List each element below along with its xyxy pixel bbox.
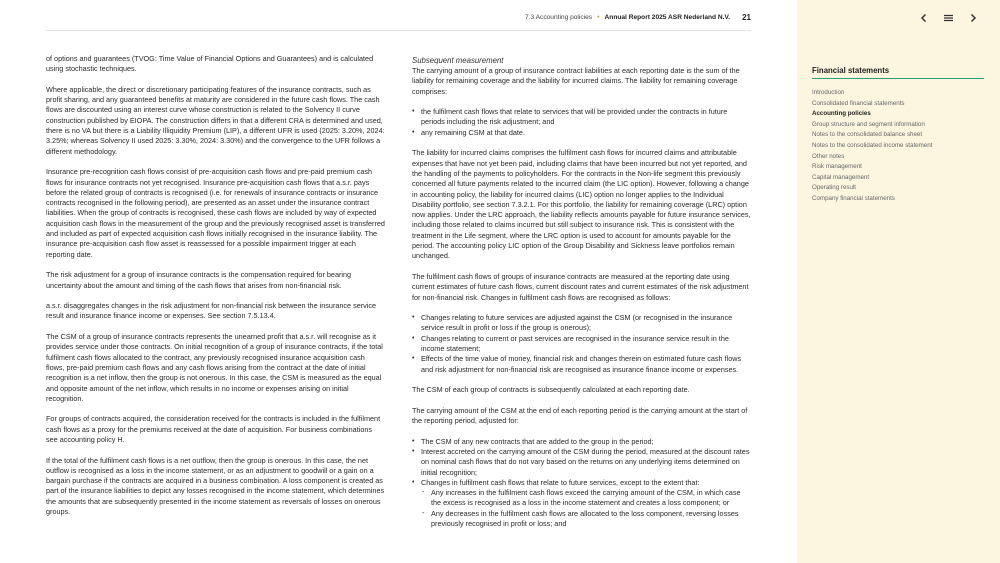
paragraph: Insurance pre-recognition cash flows consist of pre-acquisition cash flows and pre-paid premium cash flows for insurance contracts not yet recognised. Insurance pre-acquisition cash flows that a.s.r. pays before the related group of contracts is recognised (i.e. for renewals of insurance contracts or insurance contracts recognised in the following period), are presented as an asset under the insurance contract liabilities. When the group of contracts is recognised, these cash flows are included by way of expected acquisition cash flows in the measurement of the group and the previously recognised asset is transferred and included as part of expected acquisition cash flows initially recognised in the insurance liability. The insurance pre-acquisition cash flow asset is reassessed for a possible impairment trigger at each reporting date.	[46, 167, 385, 259]
list-item	[412, 478, 751, 529]
left-column	[46, 54, 385, 528]
table-of-contents	[812, 66, 984, 205]
page-number: 21	[742, 13, 751, 22]
chevron-left-icon[interactable]	[919, 10, 929, 28]
paragraph: of options and guarantees (TVOG: Time Value of Financial Options and Guarantees) and is calculated using stochastic techniques.	[46, 54, 374, 74]
toc-item-operating-result[interactable]: Operating result	[812, 184, 857, 192]
toc-item-consolidated-financial-statements[interactable]: Consolidated financial statements	[812, 99, 905, 107]
header-info	[525, 13, 751, 22]
paragraph: The carrying amount of the CSM at the end of each reporting period is the carrying amount at the start of the reporting period, adjusted for:	[412, 405, 748, 426]
toc-item-notes-income-statement[interactable]: Notes to the consolidated income statement	[812, 141, 933, 149]
paragraph: The fulfilment cash flows of groups of insurance contracts are measured at the reporting date using current estimates of future cash flows, current discount rates and current estimates of the risk adjustment for non-financial risk. Changes in fulfilment cash flows are recognised as follows:	[412, 271, 749, 302]
paragraph: The CSM of a group of insurance contracts represents the unearned profit that a.s.r. will recognise as it provides service under those contracts. On initial recognition of a group of insurance contracts, if the total fulfilment cash flows allocated to the contract, any previously recognised insurance acquisition cash flows, pre-paid premium cash flows and any cash flows arising from the contract at the date of initial recognition is a net inflow, then the group is not onerous. In this case, the CSM is measured as the equal and opposite amount of the net inflow, which results in no income or expenses arising on initial recognition.	[46, 332, 383, 403]
list-item-text: Changes in fulfilment cash flows that relate to future services, except to the extent that:	[421, 477, 700, 487]
toc-item-accounting-policies[interactable]: Accounting policies	[812, 110, 871, 118]
list-item: • Interest accreted on the carrying amount of the CSM during the period, measured at the discount rates on nominal cash flows that do not vary based on the returns on any underlying items determined on initial recognition;	[412, 447, 751, 478]
navigation-controls	[919, 10, 978, 28]
paragraph: Where applicable, the direct or discretionary participating features of the insurance contracts, such as profit sharing, and any guaranteed benefits at maturity are considered in the future cash flows. The cash flows are discounted using an interest curve whose construction is related to the Solvency II curve construction published by EIOPA. The construction differs in that a different CRA is determined and used, there is no VA but there is a Liability Illiquidity Premium (LIP), a different UFR is used (2025: 3.20%, 2024: 3.25%; whereas Solvency II used 2025: 3.30%, 2024: 3.30%) and the convergence to the UFR follows a different methodology.	[46, 84, 385, 156]
toc-item-capital-management[interactable]: Capital management	[812, 173, 870, 181]
list-item: • any remaining CSM at that date.	[412, 128, 751, 138]
toc-item-introduction[interactable]: Introduction	[812, 89, 845, 96]
paragraph: a.s.r. disaggregates changes in the risk adjustment for non-financial risk between the insurance service result and insurance finance income or expenses. See section 7.5.13.4.	[46, 301, 377, 321]
sub-list-item: - Any decreases in the fulfilment cash flows are allocated to the loss component, reversing losses previously recognised in profit or loss; and	[421, 509, 751, 530]
paragraph: For groups of contracts acquired, the consideration received for the contracts is included in the fulfilment cash flows as a proxy for the premiums received at the date of acquisition. For business combinations see accounting policy H.	[46, 414, 381, 444]
bullet-list	[412, 107, 751, 138]
toc-heading: Financial statements	[812, 66, 984, 79]
list-item: • the fulfilment cash flows that relate to services that will be provided under the contracts in future periods including the risk adjustment; and	[412, 107, 751, 128]
sub-bullet-list	[421, 488, 751, 529]
header-separator: •	[597, 14, 600, 21]
section-heading: Subsequent measurement	[412, 56, 504, 65]
chevron-right-icon[interactable]	[968, 10, 978, 28]
paragraph: The CSM of each group of contracts is subsequently calculated at each reporting date.	[412, 385, 690, 395]
list-item: • Changes relating to future services are adjusted against the CSM (or recognised in the insurance service result in profit or loss if the group is onerous);	[412, 313, 751, 334]
page-header	[46, 13, 751, 31]
list-item: • Changes relating to current or past services are recognised in the insurance service result in the income statement;	[412, 334, 751, 355]
sub-list-item: - Any increases in the fulfilment cash flows exceed the carrying amount of the CSM, in which case the excess is recognised as a loss in the income statement and creates a loss component; or	[421, 488, 751, 509]
paragraph: The liability for incurred claims comprises the fulfilment cash flows for incurred claims and attributable expenses that have not yet been paid, including claims that have been incurred but not yet reported, and the handling of the payments to policyholders. For the contracts in the Non-life segment this previously concerned all future payments related to the incurred claim (the LIC option). However, following a change in accounting policy, the liability for incurred claims (LIC) option no longer applies to the Individual Disability portfolio, see section 7.3.2.1. For this portfolio, the liability for remaining coverage (LRC) option now applies. Under the LRC approach, the liability reflects amounts payable for future insurance services, including those related to claims incurred but still subject to insurance risk. This is consistent with the treatment in the Life segment, where the LRC option is used to account for amounts payable for the period. The accounting policy LIC option of the Group Disability and Sickness leave portfolios remain unchanged.	[412, 148, 751, 261]
list-item: • The CSM of any new contracts that are added to the group in the period;	[412, 437, 751, 447]
toc-item-company-financial-statements[interactable]: Company financial statements	[812, 194, 895, 202]
right-column	[412, 54, 751, 540]
menu-icon[interactable]	[943, 10, 954, 28]
header-report-title: Annual Report 2025 ASR Nederland N.V.	[604, 14, 731, 21]
paragraph: If the total of the fulfilment cash flows is a net outflow, then the group is onerous. In this case, the net outflow is recognised as a loss in the income statement, or as an adjustment to goodwill or a gain on a bargain purchase if the contracts are acquired in a business combination. A loss component is created as part of the insurance liabilities to depict any losses recognised in the income statement, which determines the amounts that are subsequently presented in the income statement as reversals of losses on onerous groups.	[46, 455, 385, 517]
bullet-list	[412, 313, 751, 375]
header-section: 7.3 Accounting policies	[524, 14, 593, 21]
sidebar	[797, 0, 1000, 563]
toc-item-other-notes[interactable]: Other notes	[812, 152, 845, 160]
bullet-list	[412, 437, 751, 530]
list-item: • Effects of the time value of money, financial risk and changes therein on estimated future cash flows and risk adjustment for non-financial risk are recognised as insurance finance income or expenses.	[412, 354, 751, 375]
toc-item-group-structure[interactable]: Group structure and segment information	[812, 120, 925, 128]
paragraph: The risk adjustment for a group of insurance contracts is the compensation required for bearing uncertainty about the amount and timing of the cash flows that arises from non-financial risk.	[46, 270, 352, 290]
toc-item-risk-management[interactable]: Risk management	[812, 163, 862, 171]
toc-item-notes-balance-sheet[interactable]: Notes to the consolidated balance sheet	[812, 131, 923, 139]
paragraph: The carrying amount of a group of insurance contract liabilities at each reporting date is the sum of the liability for remaining coverage and the liability for incurred claims. The liability for remaining coverage comprises:	[412, 66, 740, 96]
